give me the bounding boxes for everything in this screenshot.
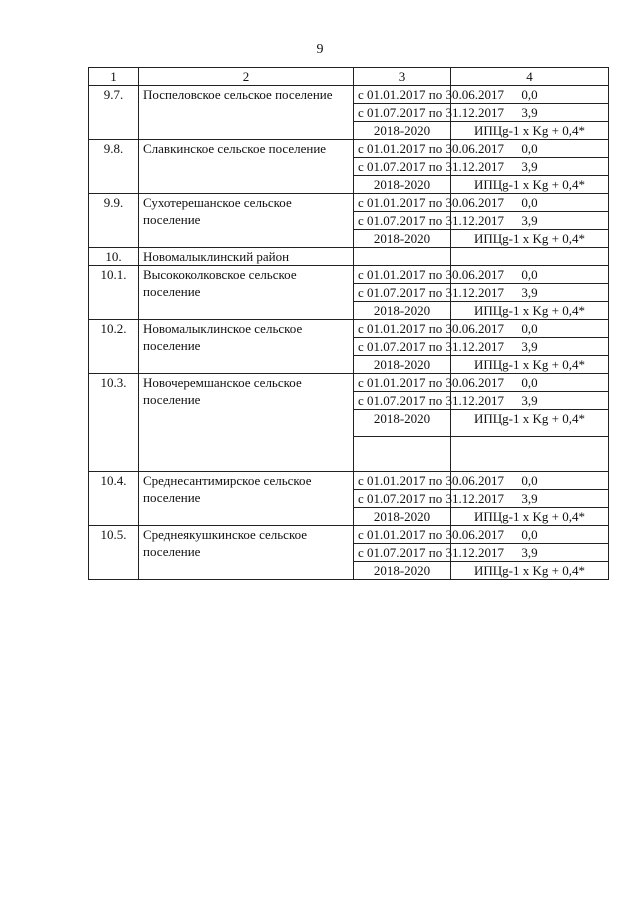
- row-number: 9.9.: [89, 194, 139, 248]
- table-row: [89, 140, 609, 158]
- row-number: 10.4.: [89, 472, 139, 526]
- value-cell: 3,9: [451, 392, 609, 410]
- value-cell: 3,9: [451, 158, 609, 176]
- tariff-table: [88, 67, 609, 580]
- table-row: [89, 266, 609, 284]
- period-cell: с 01.01.2017 по 30.06.2017: [354, 320, 451, 338]
- value-cell: 0,0: [451, 526, 609, 544]
- period-cell: с 01.07.2017 по 31.12.2017: [354, 158, 451, 176]
- period-cell: с 01.01.2017 по 30.06.2017: [354, 374, 451, 392]
- formula-cell: ИПЦg-1 х Kg + 0,4*: [451, 562, 609, 580]
- period-cell: с 01.07.2017 по 31.12.2017: [354, 490, 451, 508]
- table-header-row: [89, 68, 609, 86]
- period-cell: с 01.01.2017 по 30.06.2017: [354, 86, 451, 104]
- row-number: 10.3.: [89, 374, 139, 472]
- row-number: 10.2.: [89, 320, 139, 374]
- period-cell: с 01.07.2017 по 31.12.2017: [354, 284, 451, 302]
- table-row: [89, 526, 609, 544]
- row-number: 10.: [89, 248, 139, 266]
- value-cell: 3,9: [451, 212, 609, 230]
- formula-cell: ИПЦg-1 х Kg + 0,4*: [451, 122, 609, 140]
- period-cell: [354, 437, 451, 472]
- settlement-name: Среднеякушкинское сельское поселение: [139, 526, 354, 580]
- value-cell: [451, 248, 609, 266]
- settlement-name: Высококолковское сельское поселение: [139, 266, 354, 320]
- value-cell: 3,9: [451, 284, 609, 302]
- settlement-name: Новомалыклинское сельское поселение: [139, 320, 354, 374]
- settlement-name: Среднесантимирское сельское поселение: [139, 472, 354, 526]
- period-cell: 2018-2020: [354, 410, 451, 437]
- value-cell: 3,9: [451, 490, 609, 508]
- value-cell: 0,0: [451, 472, 609, 490]
- formula-cell: ИПЦg-1 х Kg + 0,4*: [451, 302, 609, 320]
- period-cell: 2018-2020: [354, 230, 451, 248]
- value-cell: 0,0: [451, 320, 609, 338]
- settlement-name: Сухотерешанское сельское поселение: [139, 194, 354, 248]
- period-cell: с 01.01.2017 по 30.06.2017: [354, 266, 451, 284]
- formula-cell: ИПЦg-1 х Kg + 0,4*: [451, 410, 609, 437]
- table-row: [89, 86, 609, 104]
- value-cell: 3,9: [451, 338, 609, 356]
- value-cell: 0,0: [451, 194, 609, 212]
- period-cell: с 01.07.2017 по 31.12.2017: [354, 392, 451, 410]
- period-cell: с 01.01.2017 по 30.06.2017: [354, 472, 451, 490]
- settlement-name: Новочеремшанское сельское поселение: [139, 374, 354, 472]
- period-cell: с 01.07.2017 по 31.12.2017: [354, 104, 451, 122]
- row-number: 10.5.: [89, 526, 139, 580]
- value-cell: 3,9: [451, 104, 609, 122]
- row-number: 9.8.: [89, 140, 139, 194]
- period-cell: 2018-2020: [354, 302, 451, 320]
- formula-cell: ИПЦg-1 х Kg + 0,4*: [451, 176, 609, 194]
- table-row: [89, 374, 609, 392]
- period-cell: с 01.01.2017 по 30.06.2017: [354, 140, 451, 158]
- table-row: [89, 194, 609, 212]
- column-header: 3: [354, 68, 451, 86]
- district-name: Новомалыклинский район: [139, 248, 354, 266]
- period-cell: с 01.01.2017 по 30.06.2017: [354, 526, 451, 544]
- value-cell: 0,0: [451, 374, 609, 392]
- period-cell: [354, 248, 451, 266]
- period-cell: 2018-2020: [354, 356, 451, 374]
- district-row: [89, 248, 609, 266]
- formula-cell: ИПЦg-1 х Kg + 0,4*: [451, 356, 609, 374]
- table-row: [89, 472, 609, 490]
- page-number: 9: [316, 42, 324, 57]
- row-number: 9.7.: [89, 86, 139, 140]
- table-row: [89, 320, 609, 338]
- period-cell: 2018-2020: [354, 562, 451, 580]
- period-cell: 2018-2020: [354, 176, 451, 194]
- value-cell: 0,0: [451, 266, 609, 284]
- formula-cell: ИПЦg-1 х Kg + 0,4*: [451, 230, 609, 248]
- value-cell: 0,0: [451, 140, 609, 158]
- period-cell: с 01.07.2017 по 31.12.2017: [354, 212, 451, 230]
- column-header: 4: [451, 68, 609, 86]
- period-cell: с 01.07.2017 по 31.12.2017: [354, 338, 451, 356]
- settlement-name: Славкинское сельское поселение: [139, 140, 354, 194]
- period-cell: с 01.01.2017 по 30.06.2017: [354, 194, 451, 212]
- period-cell: 2018-2020: [354, 508, 451, 526]
- period-cell: 2018-2020: [354, 122, 451, 140]
- column-header: 1: [89, 68, 139, 86]
- value-cell: 0,0: [451, 86, 609, 104]
- settlement-name: Поспеловское сельское поселение: [139, 86, 354, 140]
- value-cell: 3,9: [451, 544, 609, 562]
- column-header: 2: [139, 68, 354, 86]
- row-number: 10.1.: [89, 266, 139, 320]
- formula-cell: ИПЦg-1 х Kg + 0,4*: [451, 508, 609, 526]
- value-cell: [451, 437, 609, 472]
- period-cell: с 01.07.2017 по 31.12.2017: [354, 544, 451, 562]
